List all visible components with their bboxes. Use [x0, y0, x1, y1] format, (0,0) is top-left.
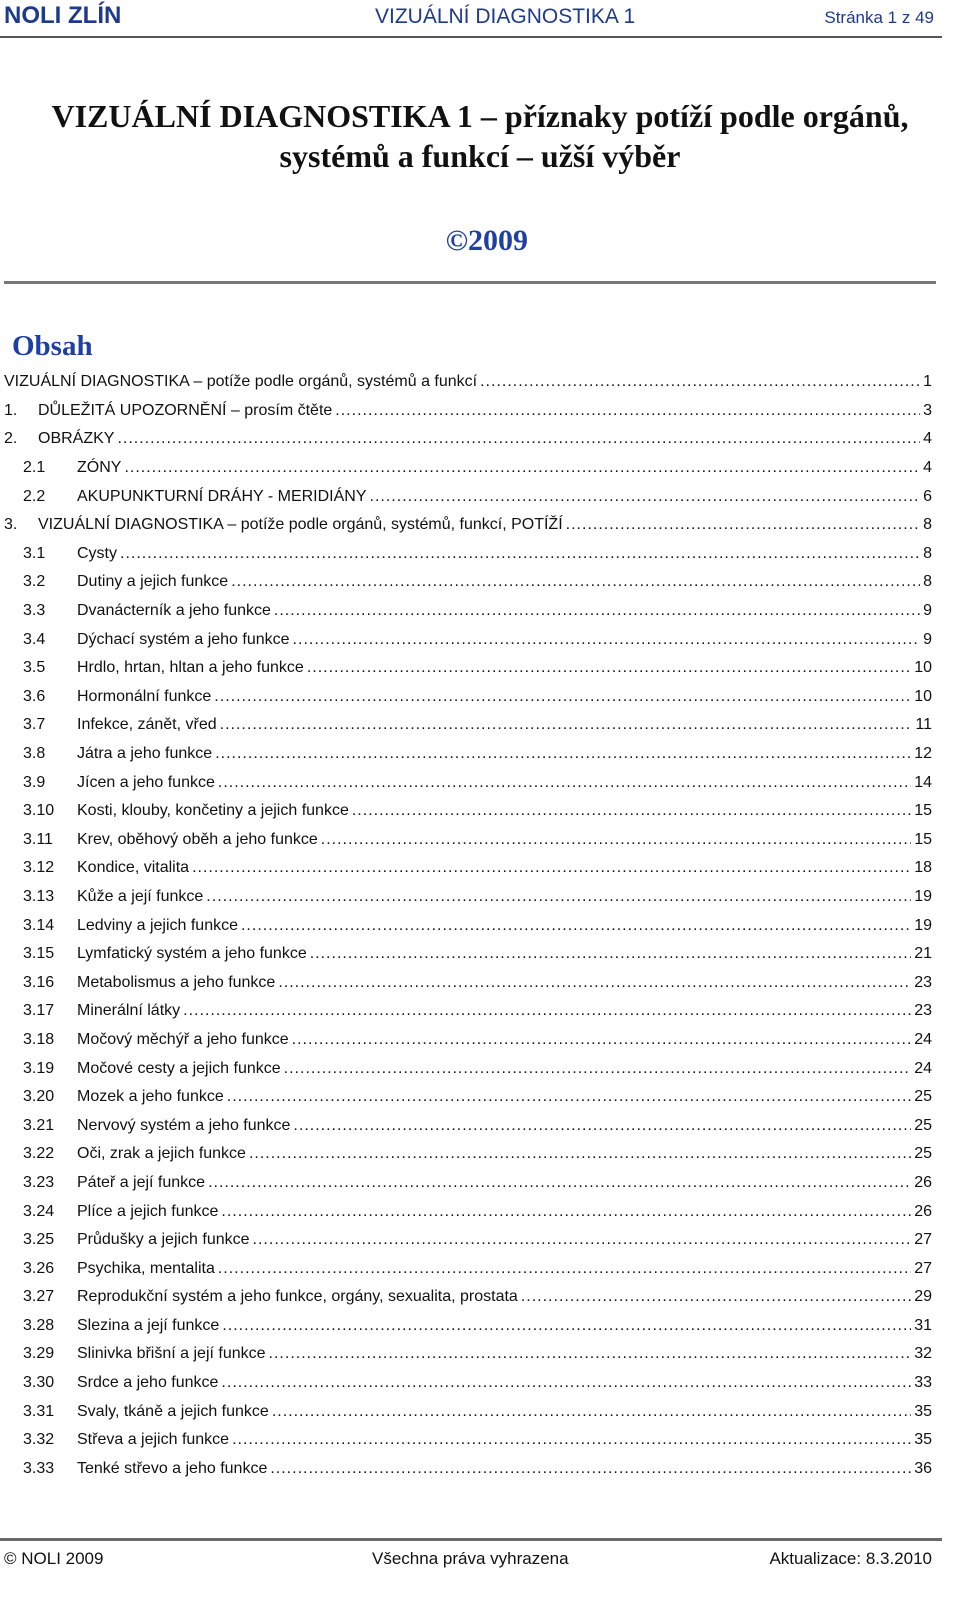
toc-entry-number: 3.30 [23, 1374, 55, 1392]
toc-entry-label: ZÓNY [77, 459, 122, 477]
toc-entry[interactable] [4, 826, 932, 855]
toc-entry[interactable] [4, 1455, 932, 1484]
toc-entry-label: Močový měchýř a jeho funkce [77, 1030, 289, 1048]
toc-entry-leader [120, 544, 920, 564]
toc-entry-number: 3.27 [23, 1288, 55, 1306]
toc-entry-page: 27 [914, 1231, 932, 1249]
toc-entry-label: Reprodukční systém a jeho funkce, orgány, sexualita, prostata [77, 1288, 518, 1306]
toc-entry-leader [220, 715, 913, 735]
header-page-number: Stránka 1 z 49 [824, 8, 934, 27]
toc-entry-page: 31 [914, 1316, 932, 1334]
toc-entry-label: Plíce a jejich funkce [77, 1202, 219, 1220]
toc-entry-number: 3.22 [23, 1145, 55, 1163]
toc-entry-page: 33 [914, 1374, 932, 1392]
toc-entry-leader [249, 1144, 911, 1164]
toc-entry[interactable] [4, 1169, 932, 1198]
toc-entry[interactable] [4, 740, 932, 769]
toc-entry[interactable] [4, 425, 932, 454]
toc-entry-label: Oči, zrak a jejich funkce [77, 1145, 246, 1163]
toc-entry-number: 3.12 [23, 859, 55, 877]
toc-entry-label: Dutiny a jejich funkce [77, 573, 229, 591]
toc-entry-label: Krev, oběhový oběh a jeho funkce [77, 830, 318, 848]
toc-entry[interactable] [4, 1340, 932, 1369]
toc-entry-page: 24 [914, 1059, 932, 1077]
toc-entry-page: 11 [915, 716, 932, 734]
toc-entry[interactable] [4, 1083, 932, 1112]
toc-entry-leader [269, 1344, 912, 1364]
toc-entry-number: 3.33 [23, 1459, 55, 1477]
toc-entry-page: 14 [914, 773, 932, 791]
toc-entry[interactable] [4, 1226, 932, 1255]
toc-entry[interactable] [4, 1111, 932, 1140]
toc-entry-page: 19 [914, 887, 932, 905]
toc-entry-number: 3.29 [23, 1345, 55, 1363]
toc-entry-leader [221, 1373, 911, 1393]
toc-entry[interactable] [4, 854, 932, 883]
table-of-contents [4, 368, 932, 1483]
toc-entry-number: 3.24 [23, 1202, 55, 1220]
toc-entry-label: Infekce, zánět, vřed [77, 716, 217, 734]
toc-entry-number: 3.26 [23, 1259, 55, 1277]
toc-entry-label: Ledviny a jejich funkce [77, 916, 238, 934]
toc-entry-leader [278, 973, 911, 993]
toc-entry[interactable] [4, 368, 932, 397]
toc-entry-leader [218, 1259, 911, 1279]
toc-entry-label: Močové cesty a jejich funkce [77, 1059, 281, 1077]
toc-entry-number: 2.1 [23, 459, 46, 477]
toc-entry-page: 1 [923, 373, 932, 391]
toc-entry[interactable] [4, 482, 932, 511]
toc-entry-leader [227, 1087, 911, 1107]
toc-entry[interactable] [4, 1254, 932, 1283]
toc-entry-page: 15 [914, 830, 932, 848]
toc-entry-leader [321, 830, 911, 850]
footer-copyright: © NOLI 2009 [4, 1549, 104, 1568]
toc-entry-number: 3.1 [23, 544, 46, 562]
toc-entry-number: 3.2 [23, 573, 46, 591]
toc-entry[interactable] [4, 1312, 932, 1341]
toc-entry-label: Průdušky a jejich funkce [77, 1231, 250, 1249]
toc-entry[interactable] [4, 597, 932, 626]
toc-entry[interactable] [4, 797, 932, 826]
header-brand: NOLI ZLÍN [4, 2, 122, 29]
toc-entry-page: 10 [914, 687, 932, 705]
toc-entry-leader [192, 858, 911, 878]
toc-entry-leader [272, 1402, 911, 1422]
toc-entry-page: 35 [914, 1402, 932, 1420]
toc-entry[interactable] [4, 1426, 932, 1455]
toc-entry[interactable] [4, 1197, 932, 1226]
toc-entry-leader [183, 1001, 911, 1021]
toc-entry-page: 23 [914, 973, 932, 991]
toc-entry-page: 29 [914, 1288, 932, 1306]
toc-entry[interactable] [4, 397, 932, 426]
toc-entry-page: 9 [923, 630, 932, 648]
toc-entry-number: 3.7 [23, 716, 46, 734]
toc-entry-page: 26 [914, 1202, 932, 1220]
toc-entry-label: Metabolismus a jeho funkce [77, 973, 276, 991]
toc-entry[interactable] [4, 511, 932, 540]
toc-entry-page: 36 [914, 1459, 932, 1477]
toc-entry-label: Minerální látky [77, 1002, 181, 1020]
toc-entry[interactable] [4, 625, 932, 654]
toc-entry[interactable] [4, 1054, 932, 1083]
toc-entry-label: Svaly, tkáně a jejich funkce [77, 1402, 269, 1420]
toc-entry-leader [241, 916, 911, 936]
page-footer [0, 1538, 942, 1581]
toc-entry-leader [310, 944, 911, 964]
toc-entry-leader [218, 773, 911, 793]
document-title [0, 96, 960, 176]
toc-entry-leader [274, 601, 920, 621]
toc-heading: Obsah [12, 330, 93, 362]
toc-entry-label: Dvanácterník a jeho funkce [77, 602, 271, 620]
toc-entry-number: 3.28 [23, 1316, 55, 1334]
toc-entry[interactable] [4, 968, 932, 997]
toc-entry-page: 8 [923, 516, 932, 534]
toc-entry-label: Jícen a jeho funkce [77, 773, 215, 791]
toc-entry[interactable] [4, 1283, 932, 1312]
toc-entry-number: 3.16 [23, 973, 55, 991]
toc-entry[interactable] [4, 654, 932, 683]
toc-entry-number: 3.21 [23, 1116, 55, 1134]
toc-entry-number: 3.3 [23, 602, 46, 620]
toc-entry-page: 32 [914, 1345, 932, 1363]
toc-entry-leader [215, 744, 911, 764]
toc-entry-label: Střeva a jejich funkce [77, 1431, 230, 1449]
toc-entry-page: 15 [914, 802, 932, 820]
toc-entry-number: 2.2 [23, 487, 46, 505]
toc-entry-number: 3.9 [23, 773, 46, 791]
toc-entry-label: DŮLEŽITÁ UPOZORNĚNÍ – prosím čtěte [38, 401, 333, 419]
toc-entry-page: 25 [914, 1145, 932, 1163]
toc-entry-label: VIZUÁLNÍ DIAGNOSTIKA – potíže podle orgánů, systémů, funkcí, POTÍŽÍ [38, 516, 563, 534]
toc-entry-number: 2. [4, 430, 18, 448]
toc-entry-label: Slezina a její funkce [77, 1316, 220, 1334]
toc-entry-page: 24 [914, 1030, 932, 1048]
toc-entry-number: 3.20 [23, 1088, 55, 1106]
toc-entry-leader [117, 429, 920, 449]
toc-entry-page: 10 [914, 659, 932, 677]
toc-entry-leader [335, 401, 920, 421]
toc-entry-leader [284, 1059, 912, 1079]
document-title-line-1: VIZUÁLNÍ DIAGNOSTIKA 1 – příznaky potíží podle orgánů, [51, 98, 909, 134]
toc-entry-number: 3.25 [23, 1231, 55, 1249]
copyright-year: ©2009 [445, 224, 528, 257]
title-divider [4, 281, 936, 284]
toc-entry-page: 27 [914, 1259, 932, 1277]
toc-entry-label: Kosti, klouby, končetiny a jejich funkce [77, 802, 349, 820]
footer-rights: Všechna práva vyhrazena [372, 1549, 569, 1568]
toc-entry[interactable] [4, 454, 932, 483]
document-title-line-2: systémů a funkcí – užší výběr [279, 138, 681, 174]
toc-entry[interactable] [4, 911, 932, 940]
toc-entry-page: 4 [923, 459, 932, 477]
toc-entry[interactable] [4, 997, 932, 1026]
toc-entry-leader [566, 515, 920, 535]
toc-entry-leader [214, 687, 911, 707]
toc-entry-number: 3.8 [23, 745, 46, 763]
toc-entry-leader [352, 801, 911, 821]
toc-entry-page: 4 [923, 430, 932, 448]
toc-entry-label: Tenké střevo a jeho funkce [77, 1459, 268, 1477]
toc-entry-number: 3.17 [23, 1002, 55, 1020]
toc-entry-page: 8 [923, 544, 932, 562]
toc-entry-page: 6 [923, 487, 932, 505]
toc-entry-number: 3.13 [23, 887, 55, 905]
toc-entry-page: 35 [914, 1431, 932, 1449]
toc-entry-number: 3.11 [23, 830, 53, 848]
toc-entry-label: Cysty [77, 544, 117, 562]
toc-entry-page: 8 [923, 573, 932, 591]
toc-entry[interactable] [4, 683, 932, 712]
toc-entry-page: 18 [914, 859, 932, 877]
toc-entry-label: Hrdlo, hrtan, hltan a jeho funkce [77, 659, 304, 677]
toc-entry-label: Nervový systém a jeho funkce [77, 1116, 291, 1134]
footer-updated: Aktualizace: 8.3.2010 [769, 1549, 932, 1568]
toc-entry-number: 3.14 [23, 916, 55, 934]
toc-entry-number: 3.6 [23, 687, 46, 705]
toc-entry-number: 3.5 [23, 659, 46, 677]
toc-entry-page: 26 [914, 1173, 932, 1191]
toc-entry-leader [231, 572, 920, 592]
toc-entry-label: Lymfatický systém a jeho funkce [77, 945, 307, 963]
toc-entry[interactable] [4, 568, 932, 597]
toc-entry[interactable] [4, 883, 932, 912]
toc-entry-page: 23 [914, 1002, 932, 1020]
toc-entry-leader [307, 658, 911, 678]
toc-entry-leader [370, 487, 921, 507]
toc-entry-leader [480, 372, 920, 392]
toc-entry-label: Dýchací systém a jeho funkce [77, 630, 290, 648]
toc-entry-number: 3.32 [23, 1431, 55, 1449]
toc-entry-number: 3.23 [23, 1173, 55, 1191]
toc-entry-page: 12 [914, 745, 932, 763]
toc-entry[interactable] [4, 1369, 932, 1398]
toc-entry-number: 3.18 [23, 1030, 55, 1048]
toc-entry-page: 25 [914, 1088, 932, 1106]
toc-entry-leader [270, 1459, 911, 1479]
toc-entry-page: 9 [923, 602, 932, 620]
toc-entry-leader [221, 1202, 911, 1222]
toc-entry-label: Srdce a jeho funkce [77, 1374, 219, 1392]
toc-entry-number: 3.19 [23, 1059, 55, 1077]
toc-entry-label: Kůže a její funkce [77, 887, 204, 905]
toc-entry-number: 3.31 [23, 1402, 55, 1420]
toc-entry-leader [253, 1230, 912, 1250]
toc-entry-page: 21 [914, 945, 932, 963]
toc-entry[interactable] [4, 1140, 932, 1169]
toc-entry-page: 3 [923, 401, 932, 419]
toc-entry[interactable] [4, 711, 932, 740]
toc-entry-leader [293, 1116, 911, 1136]
toc-entry[interactable] [4, 940, 932, 969]
toc-entry-leader [232, 1430, 911, 1450]
toc-entry-label: Páteř a její funkce [77, 1173, 206, 1191]
page-header [0, 0, 942, 38]
toc-entry-label: Hormonální funkce [77, 687, 212, 705]
toc-entry-leader [222, 1316, 911, 1336]
toc-entry-label: Kondice, vitalita [77, 859, 190, 877]
toc-entry-label: AKUPUNKTURNÍ DRÁHY - MERIDIÁNY [77, 487, 367, 505]
toc-entry-leader [521, 1287, 911, 1307]
toc-entry-label: VIZUÁLNÍ DIAGNOSTIKA – potíže podle orgánů, systémů a funkcí [4, 373, 478, 391]
toc-entry-number: 1. [4, 401, 18, 419]
toc-entry-leader [124, 458, 920, 478]
toc-entry-label: Mozek a jeho funkce [77, 1088, 224, 1106]
toc-entry-leader [293, 630, 921, 650]
toc-entry-number: 3.10 [23, 802, 55, 820]
toc-entry-label: Játra a jeho funkce [77, 745, 213, 763]
toc-entry-leader [206, 887, 911, 907]
toc-entry-leader [208, 1173, 911, 1193]
toc-entry-leader [292, 1030, 912, 1050]
toc-entry[interactable] [4, 1026, 932, 1055]
toc-entry-label: Slinivka břišní a její funkce [77, 1345, 266, 1363]
toc-entry[interactable] [4, 1397, 932, 1426]
toc-entry[interactable] [4, 540, 932, 569]
toc-entry-label: Psychika, mentalita [77, 1259, 215, 1277]
toc-entry-page: 19 [914, 916, 932, 934]
toc-entry-number: 3.4 [23, 630, 46, 648]
toc-entry[interactable] [4, 768, 932, 797]
toc-entry-page: 25 [914, 1116, 932, 1134]
toc-entry-number: 3. [4, 516, 18, 534]
toc-entry-number: 3.15 [23, 945, 55, 963]
header-title: VIZUÁLNÍ DIAGNOSTIKA 1 [375, 5, 636, 28]
toc-entry-label: OBRÁZKY [38, 430, 115, 448]
